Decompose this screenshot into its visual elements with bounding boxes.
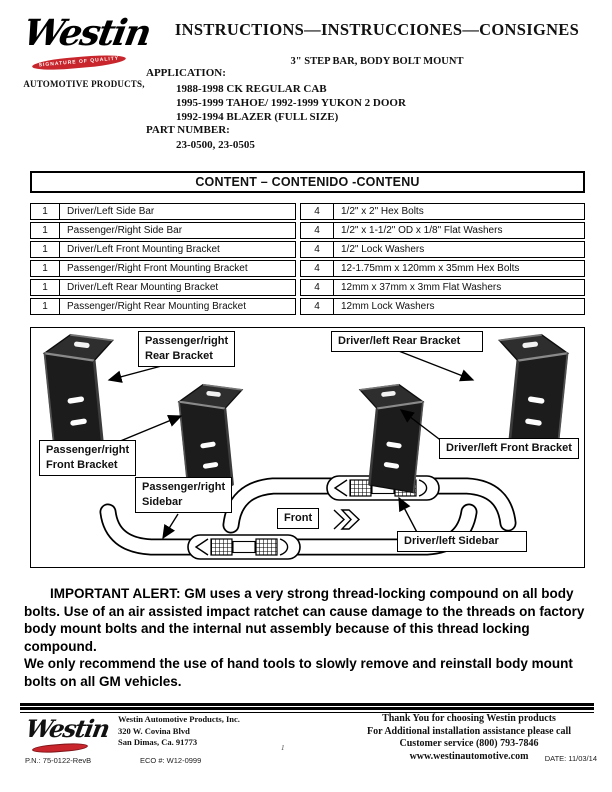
label-front: Front — [277, 508, 319, 529]
qty-cell: 1 — [30, 203, 60, 220]
alert-paragraph: IMPORTANT ALERT: GM uses a very strong thread-locking compound on all body bolts. Use of an air assisted impact ratchet can cause damage to the threads on factory body mount bolts and the internal nut assembly because of this thread locking compound. — [24, 586, 585, 654]
label-driver-rear-bracket: Driver/left Rear Bracket — [331, 331, 483, 352]
item-cell: 1/2" Lock Washers — [333, 241, 585, 258]
label-passenger-rear-bracket — [138, 331, 235, 367]
label-line: Passenger/right — [46, 444, 130, 456]
item-cell: Passenger/Right Rear Mounting Bracket — [59, 298, 296, 315]
footer-part-number: P.N.: 75-0122-RevB — [25, 756, 92, 765]
application-label: APPLICATION: — [146, 67, 226, 79]
item-cell: Driver/Left Front Mounting Bracket — [59, 241, 296, 258]
qty-cell: 4 — [300, 298, 334, 315]
footer-page-number: 1 — [281, 744, 285, 752]
table-row — [30, 241, 586, 258]
label-passenger-sidebar — [135, 477, 232, 513]
item-cell: 12mm x 37mm x 3mm Flat Washers — [333, 279, 585, 296]
part-number-value: 23-0500, 23-0505 — [176, 139, 255, 151]
table-row — [30, 260, 586, 277]
qty-cell: 4 — [300, 222, 334, 239]
label-line: Front Bracket — [46, 459, 118, 471]
company-line: San Dimas, Ca. 91773 — [118, 737, 198, 747]
footer-date: DATE: 11/03/14 — [544, 754, 597, 763]
item-cell: 1/2" x 2" Hex Bolts — [333, 203, 585, 220]
item-cell: 12-1.75mm x 120mm x 35mm Hex Bolts — [333, 260, 585, 277]
qty-cell: 4 — [300, 260, 334, 277]
label-line: Rear Bracket — [145, 350, 213, 362]
footer-eco-number: ECO #: W12-0999 — [140, 756, 202, 765]
signature-of-quality-banner: SIGNATURE OF QUALITY — [32, 53, 127, 72]
table-row — [30, 203, 586, 220]
label-line: Passenger/right — [145, 335, 229, 347]
item-cell: Driver/Left Rear Mounting Bracket — [59, 279, 296, 296]
application-line: 1992-1994 BLAZER (FULL SIZE) — [176, 111, 339, 123]
footer-logo-swoosh — [32, 742, 88, 754]
application-line: 1995-1999 TAHOE/ 1992-1999 YUKON 2 DOOR — [176, 97, 406, 109]
label-line: Passenger/right — [142, 481, 226, 493]
table-row — [30, 222, 586, 239]
parts-diagram — [30, 327, 585, 568]
company-line: 320 W. Covina Blvd — [118, 725, 190, 736]
qty-cell: 1 — [30, 241, 60, 258]
item-cell: 12mm Lock Washers — [333, 298, 585, 315]
important-alert — [24, 585, 592, 690]
thanks-line: For Additional installation assistance please call — [367, 725, 571, 737]
footer-divider — [20, 703, 594, 713]
automotive-products-label: AUTOMOTIVE PRODUCTS, — [23, 79, 145, 89]
part-number-label: PART NUMBER: — [146, 124, 230, 136]
alert-paragraph: We only recommend the use of hand tools to slowly remove and reinstall body mount bolts on all GM vehicles. — [24, 656, 573, 689]
label-driver-front-bracket: Driver/left Front Bracket — [439, 438, 579, 459]
label-line: Sidebar — [142, 496, 183, 508]
item-cell: Driver/Left Side Bar — [59, 203, 296, 220]
qty-cell: 4 — [300, 241, 334, 258]
parts-table — [30, 203, 586, 317]
footer-company-address — [118, 714, 240, 749]
thanks-line: Customer service (800) 793-7846 — [399, 738, 539, 749]
product-subtitle: 3" STEP BAR, BODY BOLT MOUNT — [290, 56, 464, 67]
westin-logo: Westin — [20, 12, 153, 54]
qty-cell: 4 — [300, 279, 334, 296]
application-line: 1988-1998 CK REGULAR CAB — [176, 83, 327, 95]
label-passenger-front-bracket — [39, 440, 136, 476]
item-cell: Passenger/Right Front Mounting Bracket — [59, 260, 296, 277]
content-section-heading: CONTENT – CONTENIDO -CONTENU — [30, 171, 585, 193]
footer-westin-logo: Westin — [23, 714, 111, 743]
label-driver-sidebar: Driver/left Sidebar — [397, 531, 527, 552]
item-cell: 1/2" x 1-1/2" OD x 1/8" Flat Washers — [333, 222, 585, 239]
footer-website: www.westinautomotive.com — [409, 750, 529, 762]
item-cell: Passenger/Right Side Bar — [59, 222, 296, 239]
table-row — [30, 279, 586, 296]
application-list — [176, 82, 406, 124]
thanks-line: Thank You for choosing Westin products — [382, 713, 556, 724]
company-line: Westin Automotive Products, Inc. — [118, 714, 240, 724]
page-title: INSTRUCTIONS—INSTRUCCIONES—CONSIGNES — [174, 20, 580, 39]
qty-cell: 1 — [30, 298, 60, 315]
front-direction-icon — [332, 508, 364, 531]
qty-cell: 1 — [30, 222, 60, 239]
qty-cell: 1 — [30, 279, 60, 296]
qty-cell: 4 — [300, 203, 334, 220]
table-row — [30, 298, 586, 315]
qty-cell: 1 — [30, 260, 60, 277]
